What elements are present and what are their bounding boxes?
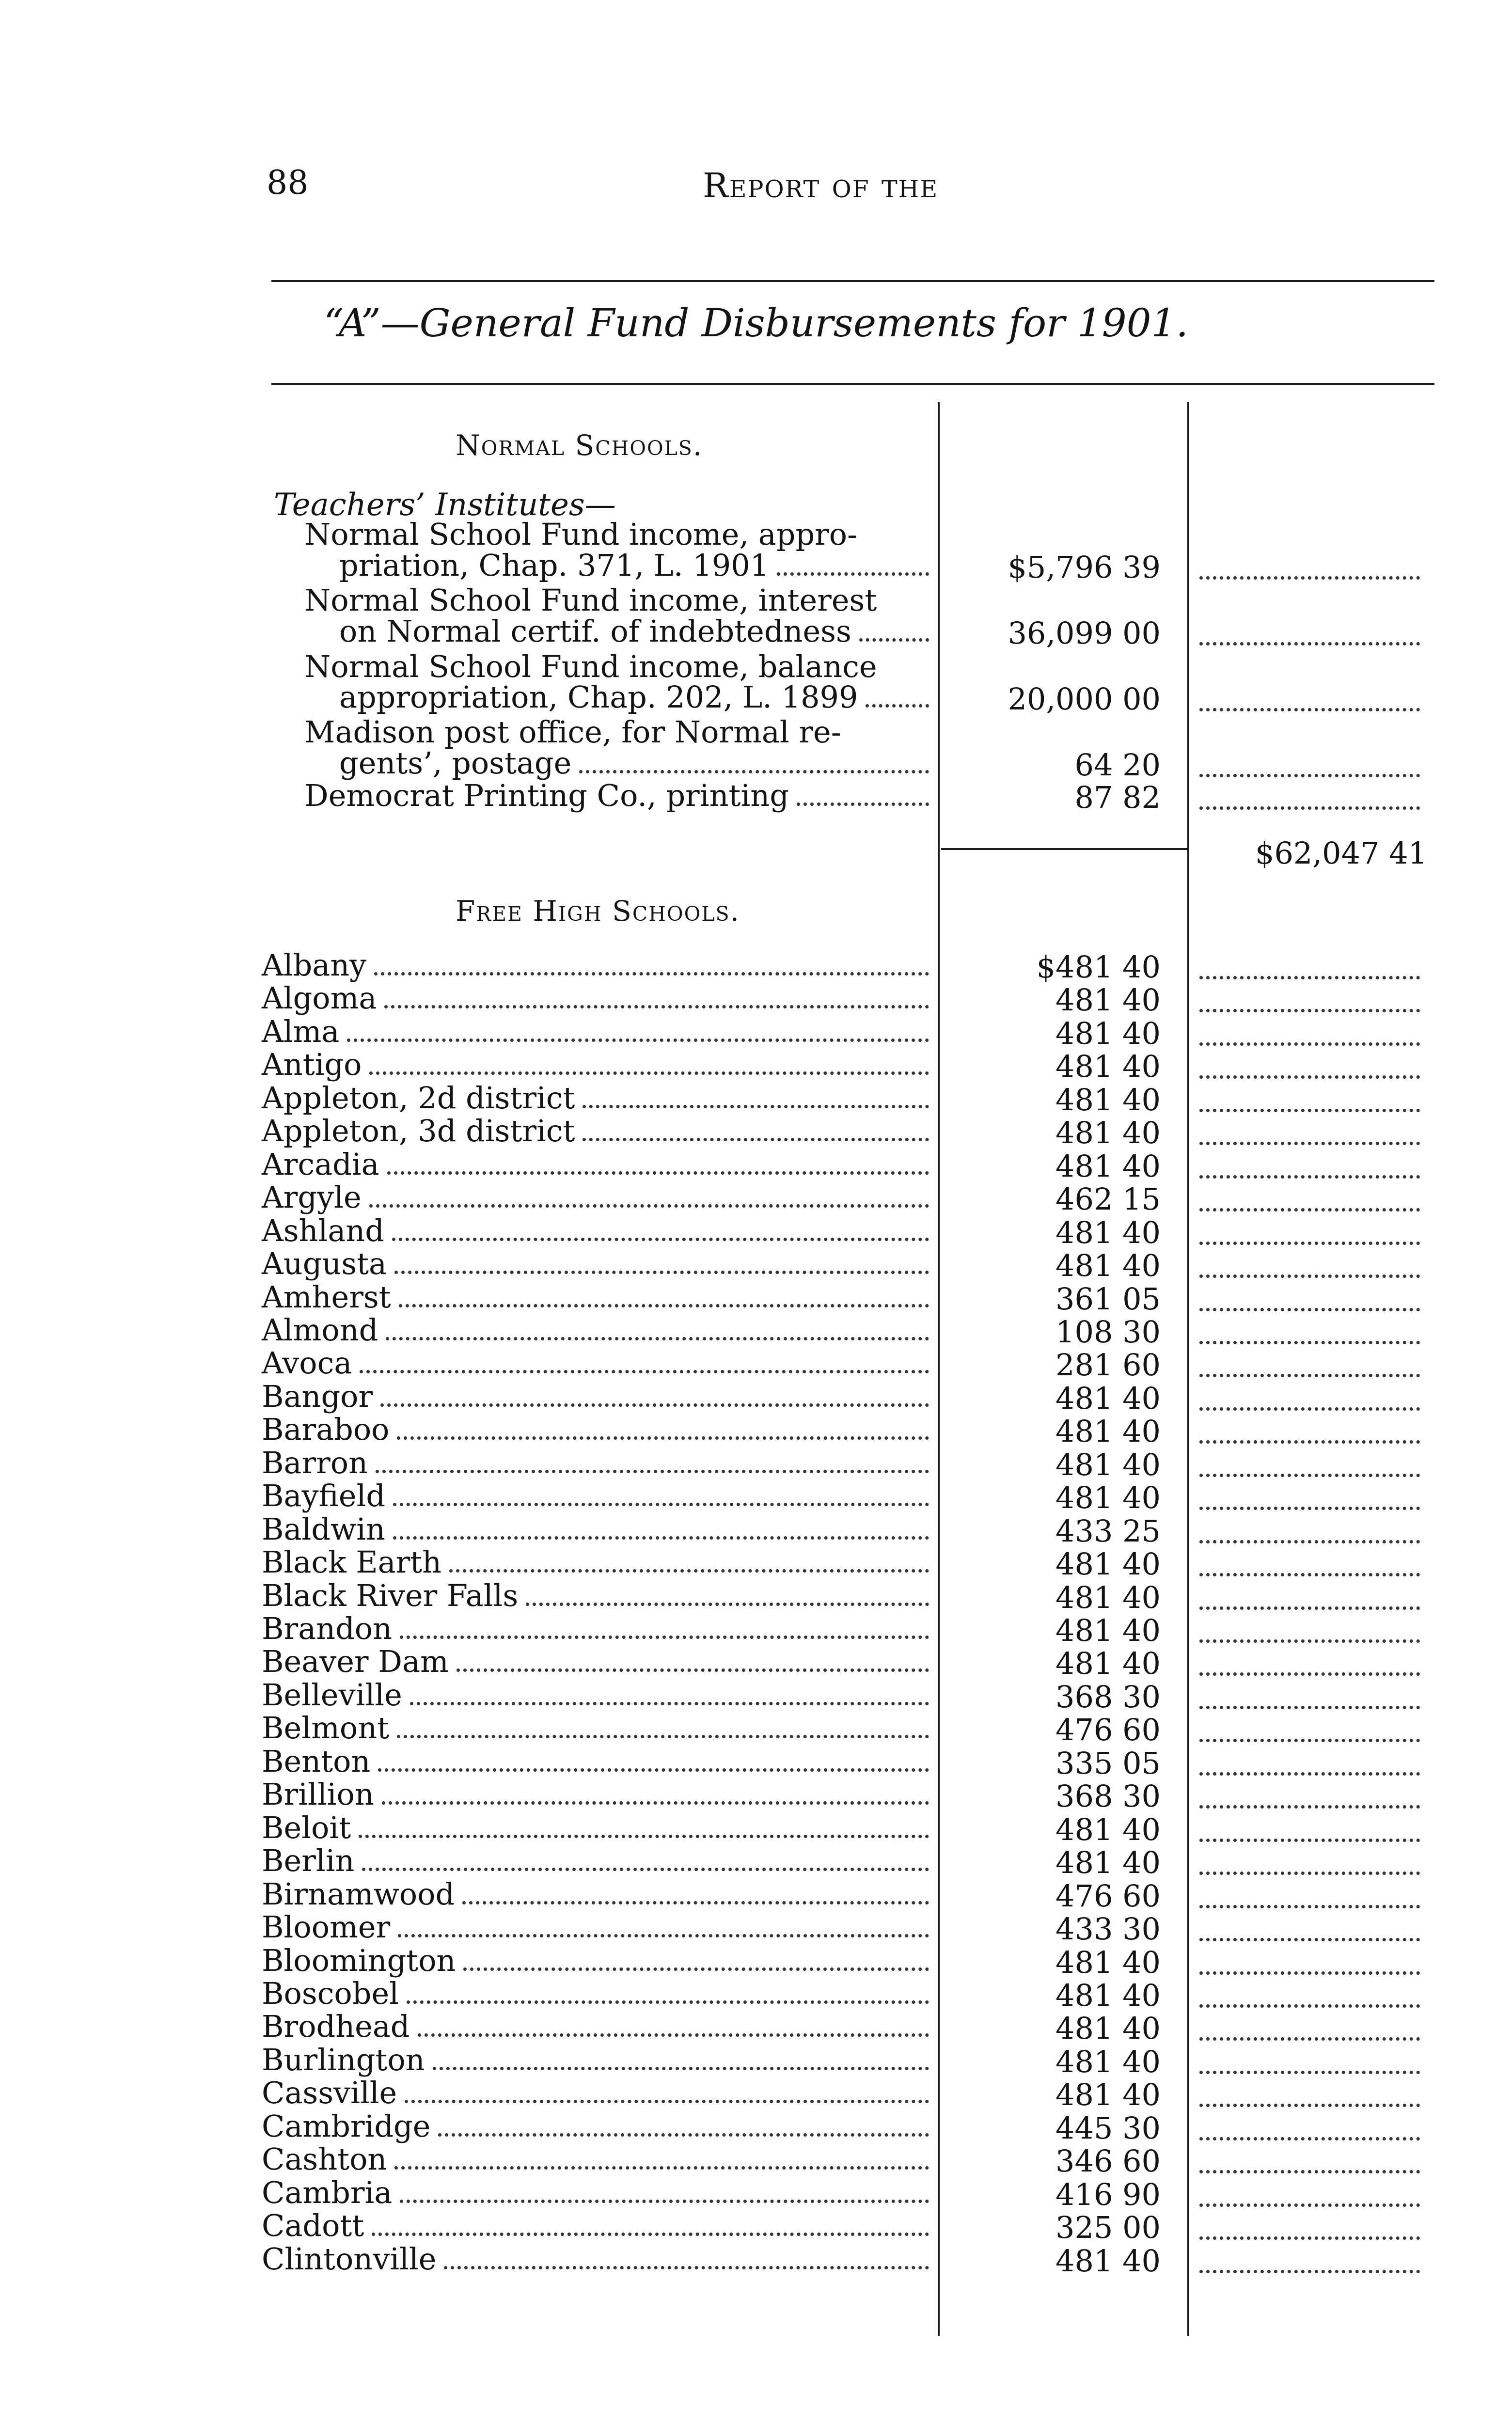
school-amount: 462 15 — [1055, 1181, 1161, 1217]
school-name: Almond — [262, 1312, 378, 1348]
school-amount: 325 00 — [1055, 2210, 1161, 2245]
leader-dots — [1199, 2266, 1420, 2273]
leader-dots — [1199, 1105, 1420, 1112]
school-name: Belleville — [262, 1677, 402, 1713]
school-name: Cadott — [262, 2208, 364, 2243]
school-amount: 476 60 — [1055, 1878, 1161, 1914]
leader-dots — [1199, 1006, 1420, 1012]
school-name: Amherst — [262, 1279, 391, 1315]
leader-dots — [1199, 1968, 1420, 1975]
school-name: Benton — [262, 1744, 371, 1779]
leader-dots — [1199, 1702, 1420, 1709]
school-amount: 281 60 — [1055, 1347, 1161, 1383]
leader-dots — [1199, 1305, 1420, 1311]
leader-dots — [1199, 771, 1420, 777]
school-amount: 481 40 — [1055, 1414, 1161, 1449]
normal-item-amount: $5,796 39 — [1008, 550, 1161, 585]
school-amount: 368 30 — [1055, 1778, 1161, 1814]
school-name: Augusta — [262, 1246, 387, 1281]
school-name: Black Earth — [262, 1544, 442, 1580]
school-name: Appleton, 2d district — [262, 1080, 575, 1116]
normal-item-text: Normal School Fund income, appro- — [304, 517, 858, 552]
school-amount: 481 40 — [1055, 1480, 1161, 1515]
school-amount: 481 40 — [1055, 1546, 1161, 1582]
school-name: Brillion — [262, 1777, 374, 1812]
leader-dots — [1199, 1503, 1420, 1510]
leader-dots — [1199, 2200, 1420, 2207]
school-amount: 368 30 — [1055, 1679, 1161, 1715]
school-name: Cambridge — [262, 2108, 431, 2144]
normal-schools-total: $62,047 41 — [1255, 835, 1427, 871]
school-amount: 481 40 — [1055, 1613, 1161, 1648]
leader-dots — [1199, 1802, 1420, 1809]
school-name: Brodhead — [262, 2009, 410, 2044]
leader-dots — [1199, 1603, 1420, 1610]
leader-dots — [1199, 639, 1420, 645]
leader-dots — [1199, 1138, 1420, 1145]
school-name: Bayfield — [262, 1478, 386, 1513]
school-amount: 416 90 — [1055, 2177, 1161, 2212]
school-name: Albany — [262, 947, 367, 983]
normal-item-text: priation, Chap. 371, L. 1901 — [339, 548, 770, 583]
leader-dots — [1199, 803, 1420, 810]
school-amount: 346 60 — [1055, 2143, 1161, 2179]
school-amount: 335 05 — [1055, 1746, 1161, 1781]
school-name: Baraboo — [262, 1412, 390, 1447]
school-amount: 433 25 — [1055, 1513, 1161, 1549]
school-amount: 481 40 — [1055, 982, 1161, 1018]
school-name: Argyle — [262, 1180, 362, 1215]
leader-dots — [1199, 2067, 1420, 2074]
school-name: Beloit — [262, 1810, 351, 1845]
leader-dots — [1199, 2034, 1420, 2041]
running-header: Report of the — [703, 166, 939, 205]
school-amount: 481 40 — [1055, 2011, 1161, 2046]
school-amount: 481 40 — [1055, 2044, 1161, 2079]
group-heading-teachers-institutes: Teachers’ Institutes— — [274, 487, 616, 523]
school-amount: 481 40 — [1055, 2077, 1161, 2112]
school-name: Antigo — [262, 1047, 362, 1082]
leader-dots — [1199, 1470, 1420, 1477]
leader-dots — [1199, 2001, 1420, 2008]
school-name: Baldwin — [262, 1511, 385, 1547]
school-amount: 361 05 — [1055, 1281, 1161, 1317]
school-amount: 481 40 — [1055, 1082, 1161, 1117]
table-title: “A”—General Fund Disbursements for 1901. — [324, 300, 1188, 346]
normal-item-text: appropriation, Chap. 202, L. 1899 — [339, 679, 858, 715]
column-divider-right — [1187, 402, 1189, 2336]
section-heading-free-high-schools: Free High Schools. — [456, 895, 740, 928]
leader-dots — [1199, 2167, 1420, 2173]
normal-item-amount: 87 82 — [1074, 780, 1161, 815]
school-name: Berlin — [262, 1843, 355, 1878]
school-name: Ashland — [262, 1213, 384, 1248]
school-amount: 481 40 — [1055, 1447, 1161, 1482]
school-amount: 481 40 — [1055, 1215, 1161, 1250]
normal-item-text: Democrat Printing Co., printing — [304, 778, 789, 813]
header-rule — [271, 383, 1434, 385]
normal-item-amount: 64 20 — [1074, 747, 1161, 783]
school-name: Clintonville — [262, 2241, 437, 2277]
school-amount: 481 40 — [1055, 1248, 1161, 1283]
school-amount: 481 40 — [1055, 1049, 1161, 1084]
school-name: Appleton, 3d district — [262, 1113, 575, 1149]
school-amount: 481 40 — [1055, 1978, 1161, 2013]
school-amount: 108 30 — [1055, 1314, 1161, 1350]
leader-dots — [1199, 1039, 1420, 1046]
leader-dots — [1199, 1769, 1420, 1776]
school-name: Algoma — [262, 980, 377, 1016]
leader-dots — [1199, 1636, 1420, 1643]
school-name: Bloomington — [262, 1943, 456, 1978]
leader-dots — [1199, 2100, 1420, 2107]
normal-item-amount: 36,099 00 — [1008, 615, 1161, 651]
school-name: Belmont — [262, 1710, 390, 1746]
school-name: Alma — [262, 1014, 340, 1049]
leader-dots — [1199, 973, 1420, 979]
leader-dots — [1199, 1537, 1420, 1543]
school-amount: 481 40 — [1055, 1381, 1161, 1416]
leader-dots — [1199, 1172, 1420, 1179]
leader-dots — [1199, 2134, 1420, 2140]
leader-dots — [1199, 1337, 1420, 1344]
normal-item-text: on Normal certif. of indebtedness — [339, 614, 851, 649]
school-name: Bloomer — [262, 1909, 391, 1945]
school-name: Black River Falls — [262, 1578, 519, 1613]
leader-dots — [1199, 1935, 1420, 1941]
school-amount: 476 60 — [1055, 1712, 1161, 1747]
leader-dots — [1199, 1437, 1420, 1444]
school-amount: 433 30 — [1055, 1911, 1161, 1947]
leader-dots — [1199, 1868, 1420, 1875]
leader-dots — [1199, 1072, 1420, 1079]
page-number: 88 — [267, 164, 309, 202]
normal-item-text: gents’, postage — [339, 745, 572, 781]
leader-dots — [1199, 1669, 1420, 1676]
school-amount: 481 40 — [1055, 1115, 1161, 1150]
school-name: Bangor — [262, 1379, 373, 1414]
school-name: Brandon — [262, 1611, 393, 1646]
leader-dots — [1199, 2233, 1420, 2240]
school-name: Barron — [262, 1445, 368, 1480]
school-name: Arcadia — [262, 1147, 379, 1182]
section-heading-normal-schools: Normal Schools. — [456, 429, 703, 462]
school-name: Boscobel — [262, 1976, 399, 2011]
leader-dots — [1199, 1205, 1420, 1212]
school-amount: 481 40 — [1055, 1945, 1161, 1980]
school-amount: $481 40 — [1036, 949, 1161, 985]
school-amount: 445 30 — [1055, 2110, 1161, 2146]
school-amount: 481 40 — [1055, 1812, 1161, 1847]
leader-dots — [1199, 1902, 1420, 1908]
school-name: Cambria — [262, 2175, 393, 2210]
school-name: Beaver Dam — [262, 1644, 449, 1679]
leader-dots — [1199, 1238, 1420, 1245]
leader-dots — [1199, 1370, 1420, 1377]
school-amount: 481 40 — [1055, 1016, 1161, 1051]
normal-item-text: Madison post office, for Normal re- — [304, 714, 841, 750]
leader-dots — [1199, 705, 1420, 711]
school-name: Avoca — [262, 1345, 352, 1381]
leader-dots — [1199, 1735, 1420, 1742]
school-amount: 481 40 — [1055, 1580, 1161, 1615]
leader-dots — [1199, 1404, 1420, 1411]
school-name: Burlington — [262, 2042, 425, 2077]
school-amount: 481 40 — [1055, 2243, 1161, 2279]
school-amount: 481 40 — [1055, 1646, 1161, 1681]
school-name: Cassville — [262, 2075, 397, 2110]
school-name: Birnamwood — [262, 1876, 455, 1912]
leader-dots — [1199, 1271, 1420, 1278]
leader-dots — [1199, 1570, 1420, 1576]
normal-item-text: Normal School Fund income, balance — [304, 649, 877, 684]
school-amount: 481 40 — [1055, 1149, 1161, 1184]
top-rule — [271, 280, 1434, 282]
school-amount: 481 40 — [1055, 1845, 1161, 1880]
leader-dots — [1199, 573, 1420, 580]
normal-item-text: Normal School Fund income, interest — [304, 582, 877, 618]
leader-dots — [1199, 1835, 1420, 1842]
normal-item-amount: 20,000 00 — [1008, 681, 1161, 717]
school-name: Cashton — [262, 2141, 387, 2177]
